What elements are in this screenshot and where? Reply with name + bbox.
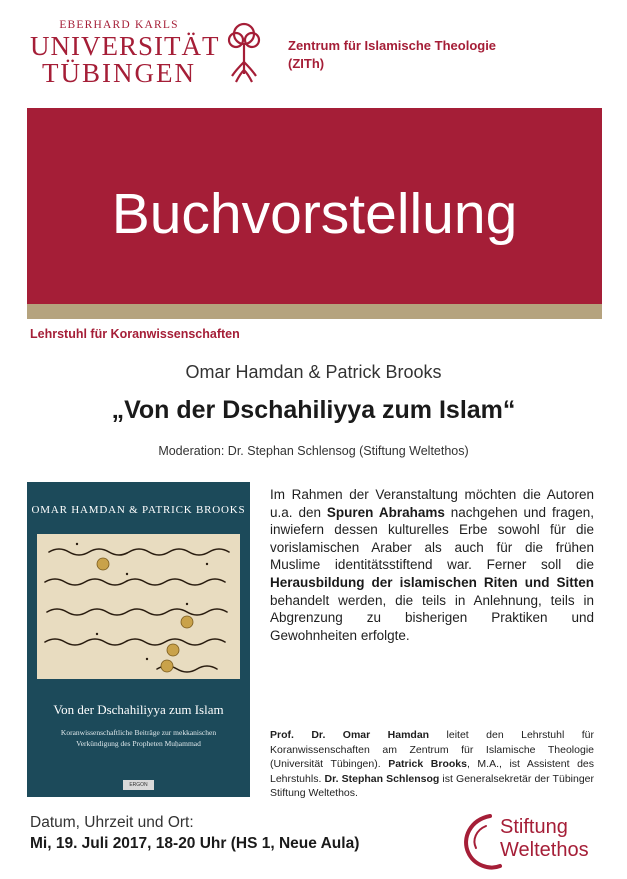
university-logo-line1: EBERHARD KARLS <box>59 19 179 31</box>
event-moderation: Moderation: Dr. Stephan Schlensog (Stiftung Weltethos) <box>158 444 469 458</box>
bio-bold-1: Prof. Dr. Omar Hamdan <box>270 729 430 741</box>
cover-subtitle-line2: Verkündigung des Propheten Muḥammad <box>76 739 201 748</box>
gold-divider <box>27 304 602 319</box>
desc-bold-2: Herausbildung der islamischen Riten und Sitten <box>270 574 594 590</box>
cover-authors: OMAR HAMDAN & PATRICK BROOKS <box>31 504 246 516</box>
desc-text-1: Im Rahmen der Veranstaltung möchten die Autoren u.a. den <box>270 487 594 520</box>
cover-manuscript-image <box>37 534 240 679</box>
event-title: „Von der Dschahiliyya zum Islam“ <box>111 396 516 424</box>
date-value: Mi, 19. Juli 2017, 18-20 Uhr (HS 1, Neue Aula) <box>30 835 360 852</box>
cover-title: Von der Dschahiliyya zum Islam <box>53 702 224 717</box>
book-cover <box>27 482 250 797</box>
bio-bold-3: Dr. Stephan Schlensog <box>324 772 440 785</box>
title-banner <box>27 108 602 304</box>
bio-text-3: ist Generalsekretär der Tübinger Stiftung Weltethos. <box>270 772 595 799</box>
chair-label: Lehrstuhl für Koranwissenschaften <box>30 327 240 341</box>
banner-title: Buchvorstellung <box>111 182 518 246</box>
cover-subtitle-line1: Koranwissenschaftliche Beiträge zur mekkanischen <box>60 728 217 737</box>
bio-bold-2: Patrick Brooks <box>388 758 467 770</box>
zith-line1: Zentrum für Islamische Theologie <box>288 38 497 53</box>
zith-line2: (ZITh) <box>288 56 325 71</box>
bio-text-1: leitet den Lehrstuhl für Koranwissenschaften am Zentrum für Islamische Theologie (Universität Tübingen). <box>270 729 594 770</box>
desc-bold-1: Spuren Abrahams <box>326 504 445 520</box>
publisher-badge: ERGON <box>123 780 154 790</box>
date-label: Datum, Uhrzeit und Ort: <box>30 814 194 831</box>
desc-text-2: nachgehen und fragen, inwiefern dessen kulturelles Erbe sowohl für die vorislamischen Araber als auch für die frühen Muslime identitätsstiftend war. Ferner soll die <box>270 504 595 573</box>
tree-logo-icon <box>226 22 262 84</box>
zith-title <box>288 37 496 73</box>
university-logo-line3: TÜBINGEN <box>42 57 196 88</box>
cover-subtitle <box>35 727 242 749</box>
speaker-bios <box>270 728 594 801</box>
event-authors: Omar Hamdan & Patrick Brooks <box>185 362 442 382</box>
weltethos-logo <box>460 810 610 872</box>
weltethos-line2: Weltethos <box>500 839 589 861</box>
swirl-logo-icon <box>460 812 504 870</box>
desc-text-3: behandelt werden, die teils in Anlehnung, teils in Abgrenzung zu bisherigen Praktiken und Gewohnheiten erfolgte. <box>270 592 594 643</box>
event-description <box>270 486 594 644</box>
bio-text-2: , M.A., ist Assistent des Lehrstuhls. <box>270 758 594 785</box>
university-logo-line2: UNIVERSITÄT <box>30 30 220 61</box>
university-logo <box>30 19 220 88</box>
weltethos-line1: Stiftung <box>500 816 568 838</box>
